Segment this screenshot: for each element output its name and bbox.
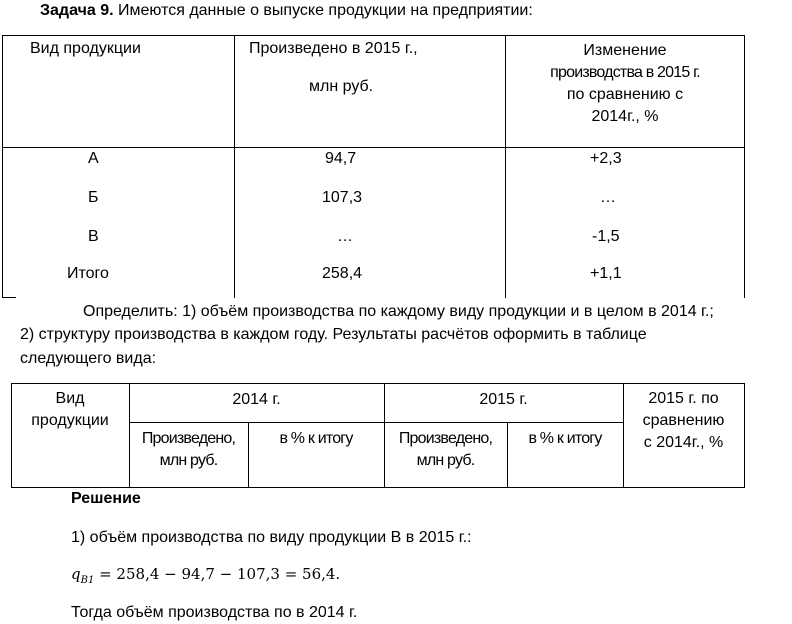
header-produced-2014: Произведено, млн руб. <box>141 430 236 469</box>
solution-step1: 1) объём производства по виду продукции В в 2015 г.: <box>71 529 472 546</box>
task-heading <box>40 2 533 20</box>
cell-type: Итого <box>67 265 109 282</box>
header-produced-2015: Произведено, млн руб. <box>398 430 493 469</box>
task-text: Имеются данные о выпуске продукции на предприятии: <box>118 2 533 19</box>
header-year-2015: 2015 г. <box>479 391 528 408</box>
task-label: Задача 9. <box>40 2 114 19</box>
cell-produced: … <box>337 228 353 245</box>
instruction-line: Определить: 1) объём производства по каждому виду продукции и в целом в 2014 г.; <box>83 303 714 320</box>
formula-variable: q <box>71 565 81 583</box>
cell-produced: 107,3 <box>322 189 363 206</box>
header-year-2014: 2014 г. <box>232 391 281 408</box>
cell-produced: 258,4 <box>322 265 363 282</box>
cell-type: А <box>88 150 99 167</box>
header-product-type: Вид продукции <box>30 40 141 57</box>
solution-formula <box>71 565 340 586</box>
formula-subscript: В1 <box>80 575 95 586</box>
formula-expression: = 258,4 − 94,7 − 107,3 = 56,4. <box>94 565 341 583</box>
cell-change: +2,3 <box>590 150 622 167</box>
instruction-line: 2) структуру производства в каждом году. Результаты расчётов оформить в таблице <box>20 326 647 343</box>
cell-type: В <box>88 228 99 245</box>
instruction-line: следующего вида: <box>20 350 157 367</box>
header-product-type: Вид продукции <box>31 390 109 429</box>
cell-change: … <box>600 189 616 206</box>
solution-step2: Тогда объём производства по в 2014 г. <box>71 604 358 621</box>
cell-change: +1,1 <box>590 265 622 282</box>
header-percent-2015: в % к итогу <box>528 430 602 447</box>
header-percent-2014: в % к итогу <box>279 430 353 447</box>
solution-heading: Решение <box>71 490 141 507</box>
header-change: Изменение производства в 2015 г. по сравнению с 2014г., % <box>550 42 700 125</box>
header-compare: 2015 г. по сравнению с 2014г., % <box>642 390 725 451</box>
header-produced-unit: млн руб. <box>309 78 374 95</box>
header-produced-2015: Произведено в 2015 г., <box>249 40 418 57</box>
cell-change: -1,5 <box>592 228 620 245</box>
cell-type: Б <box>88 189 99 206</box>
cell-produced: 94,7 <box>325 150 357 167</box>
